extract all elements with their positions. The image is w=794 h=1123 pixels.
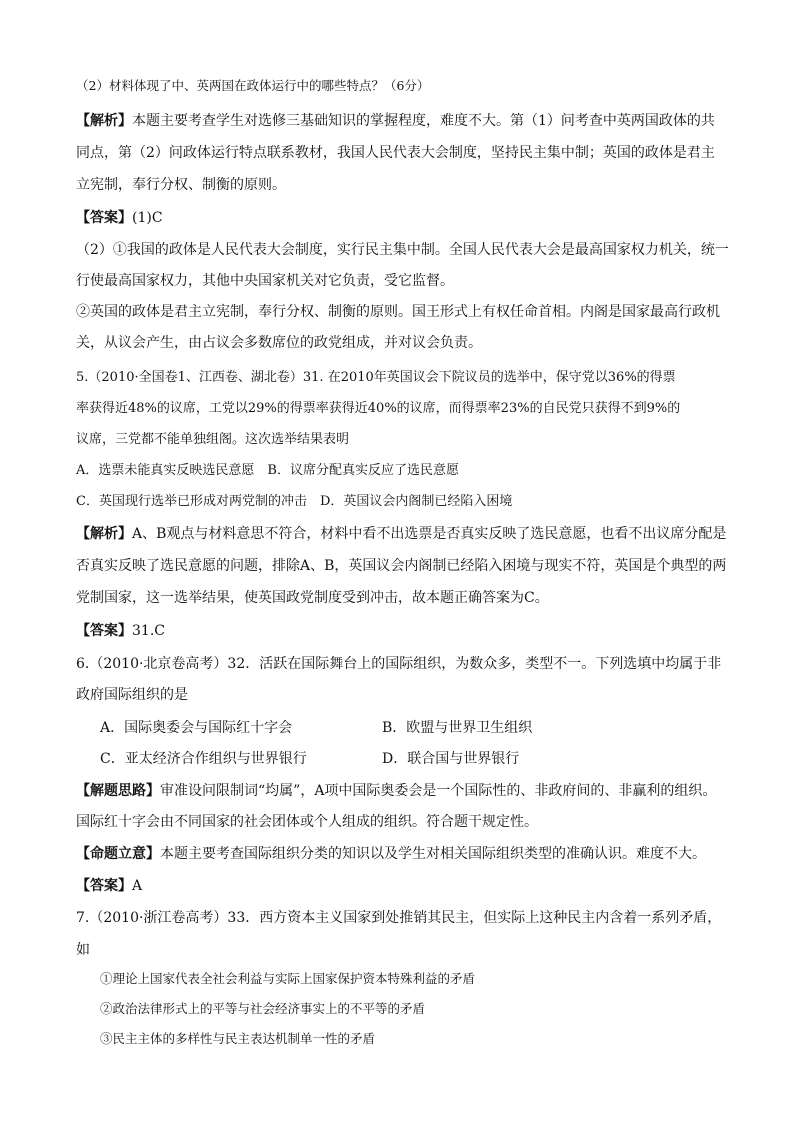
answer-6: 【答案】A	[76, 878, 143, 894]
question-7-line-1: 7.（2010·浙江卷高考）33．西方资本主义国家到处推销其民主，但实际上这种民主内含着一系列矛盾，	[76, 910, 722, 926]
question-7-item-3: ③民主主体的多样性与民主表达机制单一性的矛盾	[100, 1031, 376, 1046]
answer-label: 【答案】	[76, 878, 132, 894]
question-5-line-1: 5.（2010·全国卷1、江西卷、湖北卷）31. 在2010年英国议会下院议员的选举中，保守党以36%的得票	[76, 370, 676, 385]
question-5-line-2: 率获得近48%的议席，工党以29%的得票率获得近40%的议席，而得票率23%的自民党只获得不到9%的	[76, 401, 681, 416]
analysis-label: 【解析】	[76, 113, 132, 129]
question-7-item-1: ①理论上国家代表全社会利益与实际上国家保护资本特殊利益的矛盾	[100, 971, 476, 986]
question-6-option-d: D．联合国与世界银行	[382, 751, 520, 767]
answer-2-line-1: （2）①我国的政体是人民代表大会制度，实行民主集中制。全国人民代表大会是最高国家权力机关，统一	[76, 242, 729, 258]
question-6-line-1: 6.（2010·北京卷高考）32．活跃在国际舞台上的国际组织，为数众多，类型不一。下列选填中均属于非	[76, 656, 722, 672]
thinking-line-1: 【解题思路】审准设问限制词“均属”，A项中国际奥委会是一个国际性的、非政府间的、非赢利的组织。	[76, 783, 717, 799]
answer-label: 【答案】	[76, 623, 132, 639]
answer-2-line-3: ②英国的政体是君主立宪制，奉行分权、制衡的原则。国王形式上有权任命首相。内阁是国家最高行政机	[76, 304, 720, 320]
question-2-text: （2）材料体现了中、英两国在政体运行中的哪些特点？（6分）	[76, 78, 430, 93]
analysis-5-line-2: 否真实反映了选民意愿的问题，排除A、B，英国议会内阁制已经陷入困境与现实不符，英国是个典型的两	[76, 558, 727, 574]
analysis-paragraph-1-line-3: 立宪制，奉行分权、制衡的原则。	[76, 177, 286, 193]
answer-2-line-4: 关，从议会产生，由占议会多数席位的政党组成，并对议会负责。	[76, 335, 482, 351]
answer-label: 【答案】	[76, 210, 132, 226]
question-6-line-2: 政府国际组织的是	[76, 687, 188, 703]
question-7-line-2: 如	[76, 942, 90, 958]
analysis-paragraph-1-line-2: 同点，第（2）问政体运行特点联系教材，我国人民代表大会制度，坚持民主集中制；英国的政体是君主	[76, 145, 715, 161]
thinking-label: 【解题思路】	[76, 783, 160, 799]
question-5-options-ab: A．选票未能真实反映选民意愿 B．议席分配真实反应了选民意愿	[76, 463, 459, 478]
question-5-line-3: 议席，三党都不能单独组阁。这次选举结果表明	[76, 432, 350, 447]
answer-2-line-2: 行使最高国家权力，其他中央国家机关对它负责，受它监督。	[76, 273, 454, 289]
question-6-option-b: B．欧盟与世界卫生组织	[382, 720, 533, 736]
thinking-line-2: 国际红十字会由不同国家的社会团体或个人组成的组织。符合题干规定性。	[76, 814, 538, 830]
question-6-option-a: A．国际奥委会与国际红十字会	[100, 720, 293, 736]
question-6-option-c: C．亚太经济合作组织与世界银行	[100, 751, 307, 767]
intent-label: 【命题立意】	[76, 846, 160, 862]
question-7-item-2: ②政治法律形式上的平等与社会经济事实上的不平等的矛盾	[100, 1001, 426, 1016]
analysis-5-line-1: 【解析】A、B观点与材料意思不符合，材料中看不出选票是否真实反映了选民意愿，也看不出议席分配是	[76, 526, 727, 542]
answer-1: 【答案】(1)C	[76, 210, 163, 226]
analysis-paragraph-1-line-1: 【解析】本题主要考查学生对选修三基础知识的掌握程度，难度不大。第（1）问考查中英两国政体的共	[76, 113, 715, 129]
analysis-5-line-3: 党制国家，这一选举结果，使英国政党制度受到冲击，故本题正确答案为C。	[76, 590, 549, 606]
intent-line: 【命题立意】本题主要考查国际组织分类的知识以及学生对相关国际组织类型的准确认识。难度不大。	[76, 846, 706, 862]
answer-5: 【答案】31.C	[76, 623, 165, 639]
question-5-options-cd: C．英国现行选举已形成对两党制的冲击 D．英国议会内阁制已经陷入困境	[76, 494, 513, 509]
analysis-label: 【解析】	[76, 526, 132, 542]
